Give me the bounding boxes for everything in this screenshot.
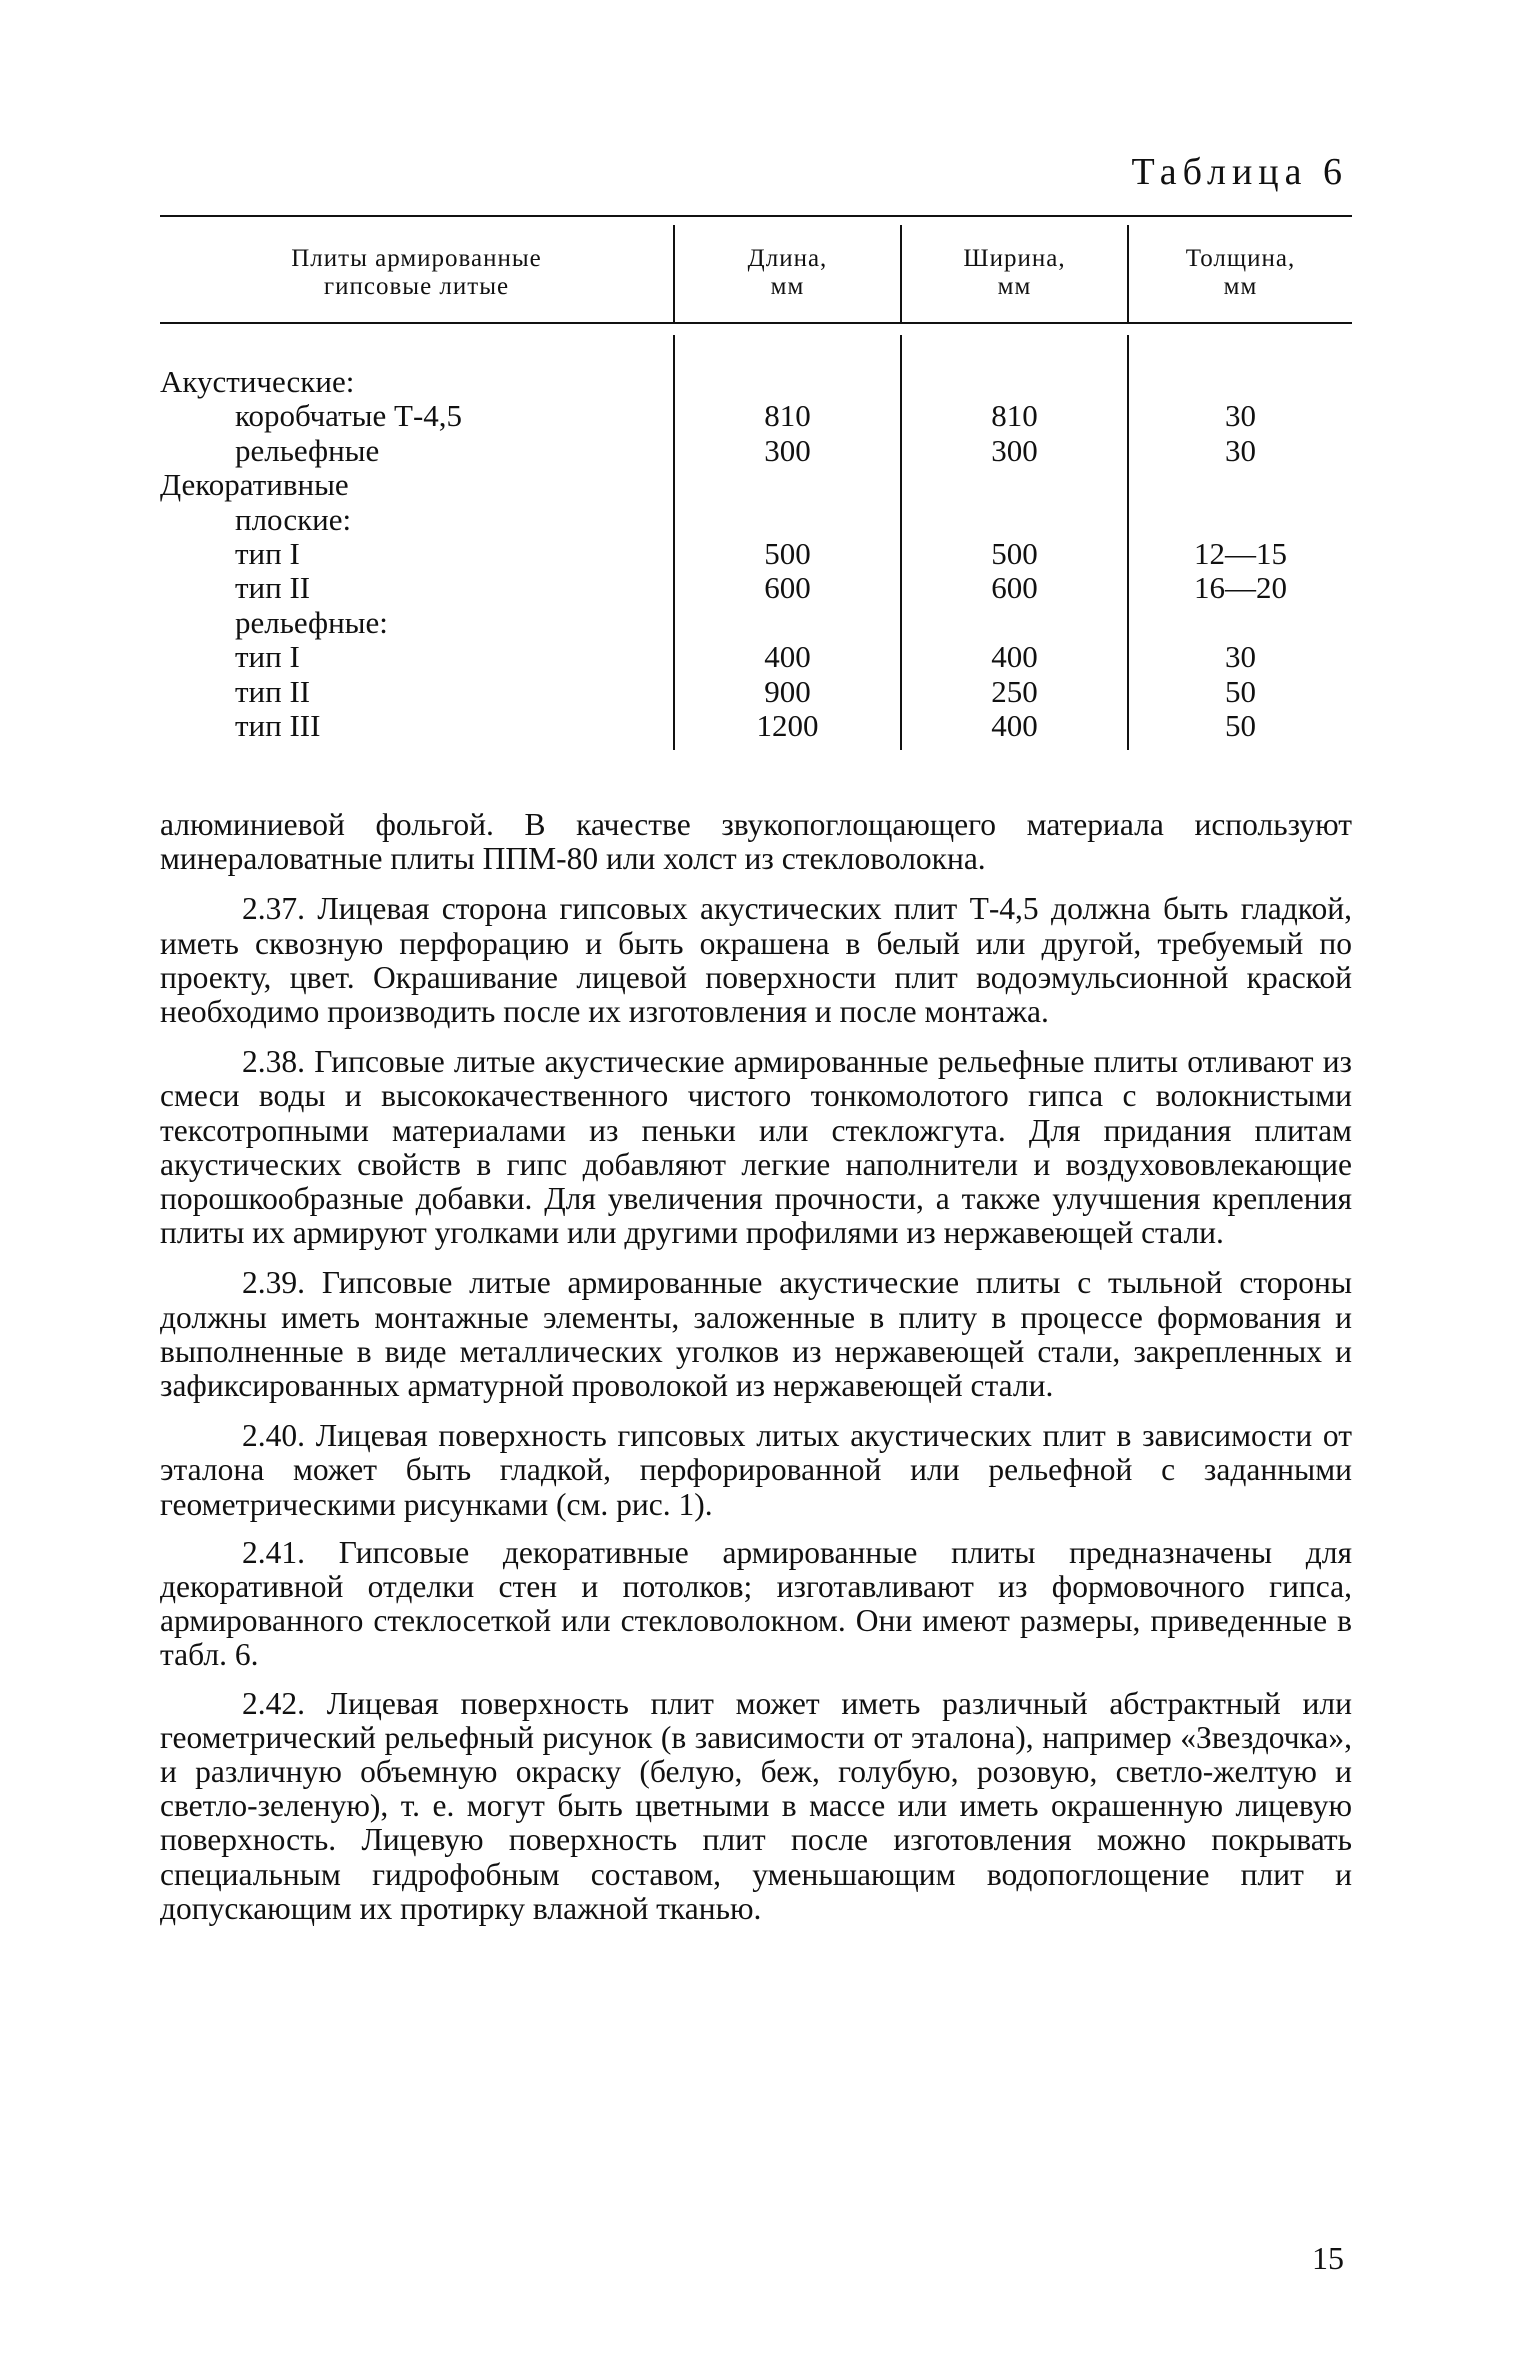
row-label: тип II: [235, 570, 311, 606]
cell-thickness: 30: [1225, 432, 1256, 468]
header-width-unit: мм: [997, 273, 1032, 300]
table-caption: Таблица 6: [1131, 151, 1348, 193]
cell-width: 810: [991, 398, 1038, 434]
header-thickness-unit: мм: [1223, 273, 1258, 300]
paragraph-continuation: алюминиевой фольгой. В качестве звукопоглощающего материала используют минераловатные плиты ППМ-80 или холст из стекловолокна.: [160, 807, 1352, 877]
cell-length: 400: [764, 639, 811, 675]
cell-length: 900: [764, 673, 811, 709]
dimensions-table: [160, 215, 1352, 755]
cell-thickness: 50: [1225, 673, 1256, 709]
cell-thickness: 50: [1225, 708, 1256, 743]
paragraph-2-37: 2.37. Лицевая сторона гипсовых акустических плит Т-4,5 должна быть гладкой, иметь сквозную перфорацию и быть окрашена в белый или другой, требуемый по проекту, цвет. Окрашивание лицевой поверхности плит водоэмульсионной краской необходимо производить после их изготовления и после монтажа.: [160, 891, 1352, 1030]
header-length: [675, 245, 900, 301]
cell-width: 250: [991, 673, 1038, 709]
paragraph-2-42: 2.42. Лицевая поверхность плит может иметь различный абстрактный или геометрический рельефный рисунок (в зависимости от эталона), например «Звездочка», и различную объемную окраску (белую, беж, голубую, розовую, светло-желтую и светло-зеленую), т. е. могут быть цветными в массе или иметь окрашенную лицевую поверхность. Лицевую поверхность плит после изготовления можно покрывать специальным гидрофобным составом, уменьшающим водопоглощение плит и допускающим их протирку влажной тканью.: [160, 1685, 1352, 1926]
cell-width: 400: [991, 639, 1038, 675]
page-number: 15: [1312, 2240, 1344, 2276]
row-label: тип I: [235, 536, 300, 571]
cell-width: 600: [991, 570, 1038, 606]
cell-length: 600: [764, 570, 811, 606]
header-thickness: [1129, 245, 1352, 301]
row-label: Декоративные: [160, 467, 349, 503]
header-length-line1: Длина,: [747, 245, 828, 272]
table-top-rule: [160, 215, 1352, 217]
cell-length: 500: [764, 536, 811, 571]
cell-length: 1200: [756, 708, 819, 743]
cell-width: 300: [991, 432, 1038, 468]
header-plate-type: [160, 245, 673, 301]
paragraph-2-38: 2.38. Гипсовые литые акустические армированные рельефные плиты отливают из смеси воды и высококачественного чистого тонкомолотого гипса с волокнистыми тексотропными материалами из пеньки или стекложгута. Для придания плитам акустических свойств в гипс добавляют легкие наполнители и воздухововлекающие порошкообразные добавки. Для увеличения прочности, а также улучшения крепления плиты их армируют уголками или другими профилями из нержавеющей стали.: [160, 1044, 1352, 1251]
cell-length: 300: [764, 432, 811, 468]
paragraph-2-41: 2.41. Гипсовые декоративные армированные плиты предназначены для декоративной отделки стен и потолков; изготавливают из формовочного гипса, армированного стеклосеткой или стекловолокном. Они имеют размеры, приведенные в табл. 6.: [160, 1534, 1352, 1673]
header-thickness-line1: Толщина,: [1185, 245, 1296, 272]
cell-thickness: 12—15: [1194, 536, 1287, 571]
header-plate-type-line2: гипсовые литые: [323, 273, 510, 300]
header-width: [902, 245, 1127, 301]
row-label: тип II: [235, 673, 311, 709]
paragraph-2-40: 2.40. Лицевая поверхность гипсовых литых акустических плит в зависимости от эталона может быть гладкой, перфорированной или рельефной с заданными геометрическими рисунками (см. рис. 1).: [160, 1418, 1352, 1522]
row-label: рельефные: [235, 432, 380, 468]
row-label: коробчатые Т-4,5: [235, 398, 463, 434]
header-length-unit: мм: [770, 273, 805, 300]
header-plate-type-line1: Плиты армированные: [291, 245, 542, 272]
cell-width: 500: [991, 536, 1038, 571]
paragraph-2-39: 2.39. Гипсовые литые армированные акустические плиты с тыльной стороны должны иметь монтажные элементы, заложенные в плиту в процессе формования и выполненные в виде металлических уголков из нержавеющей стали, закрепленных и зафиксированных арматурной проволокой из нержавеющей стали.: [160, 1265, 1352, 1404]
row-label: тип I: [235, 639, 300, 675]
cell-thickness: 30: [1225, 398, 1256, 434]
row-label: тип III: [235, 708, 321, 743]
table-header-rule: [160, 322, 1352, 324]
body-text: [160, 808, 1352, 1942]
row-label: плоские:: [235, 501, 352, 537]
cell-thickness: 16—20: [1194, 570, 1287, 606]
cell-thickness: 30: [1225, 639, 1256, 675]
cell-width: 400: [991, 708, 1038, 743]
row-label: рельефные:: [235, 604, 388, 640]
header-width-line1: Ширина,: [963, 245, 1066, 272]
cell-length: 810: [764, 398, 811, 434]
row-label: Акустические:: [160, 364, 355, 399]
